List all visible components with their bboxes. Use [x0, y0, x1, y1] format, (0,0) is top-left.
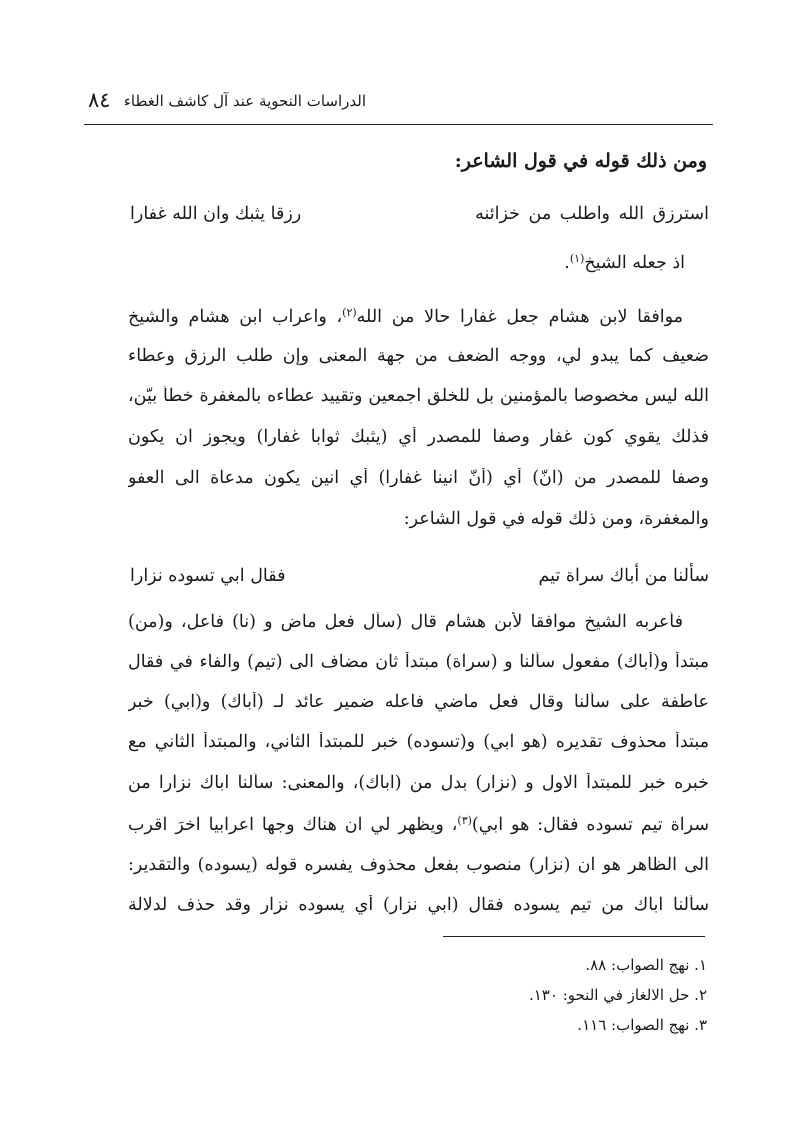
paragraph-2-line-1-a: موافقا لابن هشام جعل غفارا حالا من الله	[356, 307, 683, 327]
footnote-ref-3: (٣)	[457, 814, 472, 827]
paragraph-3-line-8: سألنا اباك من تيم يسوده فقال (ابي نزار) أي يسوده نزار وقد حذف لدلالة	[128, 895, 709, 915]
paragraph-3-line-4: مبتدأ محذوف تقديره (هو ابي) و(تسوده) خبر للمبتدأ الثاني، والمبتدأ الثاني مع	[128, 732, 709, 752]
paragraph-2-line-3: الله ليس مخصوصا بالمؤمنين بل للخلق اجمعين وتقييد عطاءه بالمغفرة خطأ بيّن،	[128, 386, 709, 406]
footnote-1: ١. نهج الصواب: ٨٨.	[585, 956, 707, 974]
paragraph-3-line-6-b: ، ويظهر لي ان هناك وجها اعرابيا اخرَ اقرب	[128, 815, 458, 835]
paragraph-2-line-1-b: ، واعراب ابن هشام والشيخ	[128, 307, 343, 327]
footnote-2: ٢. حل الالغاز في النحو: ١٣٠.	[528, 986, 707, 1004]
running-title: الدراسات النحوية عند آل كاشف الغطاء	[123, 92, 366, 110]
paragraph-3-line-3: عاطفة على سألنا وقال فعل ماضي فاعله ضمير عائد لـ (أباك) و(ابي) خبر	[128, 692, 709, 712]
verse-2-hemistich-1: سألنا من أباك سراة تيم	[538, 566, 709, 586]
paragraph-3-line-6	[128, 814, 709, 835]
paragraph-3-line-6-a: سراة تيم تسوده فقال: هو ابي)	[471, 815, 709, 835]
paragraph-1-text: اذ جعله الشيخ	[584, 253, 685, 273]
footnote-ref-1: (١)	[569, 252, 585, 265]
paragraph-3-line-1: فأعربه الشيخ موافقا لأبن هشام قال (سأل فعل ماض و (نا) فاعل، و(من)	[128, 612, 683, 632]
footnote-ref-2: (٢)	[342, 306, 357, 319]
footnote-3: ٣. نهج الصواب: ١١٦.	[577, 1016, 707, 1034]
paragraph-3-line-2: مبتدأ و(أباك) مفعول سألنا و (سراة) مبتدأ ثان مضاف الى (تيم) والفاء في فقال	[128, 652, 709, 672]
footnote-divider	[443, 936, 705, 937]
header-divider	[84, 124, 713, 125]
paragraph-2-line-2: ضعيف كما يبدو لي، ووجه الضعف من جهة المعنى وإن طلب الرزق وعطاء	[128, 346, 709, 366]
paragraph-2-line-5: وصفا للمصدر من (انّ) أي (أنّ انينا غفارا) أي انين يكون مدعاة الى العفو	[128, 468, 709, 488]
verse-2	[130, 566, 709, 594]
paragraph-2-line-6: والمغفرة، ومن ذلك قوله في قول الشاعر:	[403, 509, 709, 529]
page-number: ٨٤	[88, 88, 111, 112]
verse-2-hemistich-2: فقال ابي تسوده نزارا	[130, 566, 286, 586]
paragraph-2-line-4: فذلك يقوي كون غفار وصفا للمصدر أي (يثبك ثوابا غفارا) ويجوز ان يكون	[128, 427, 709, 447]
verse-1-hemistich-2: رزقا يثبك وان الله غفارا	[130, 204, 302, 224]
paragraph-1-end: .	[564, 253, 570, 273]
paragraph-3-line-7: الى الظاهر هو ان (نزار) منصوب بفعل محذوف يفسره قوله (يسوده) والتقدير:	[128, 855, 709, 875]
paragraph-3-line-5: خبره خبر للمبتدأ الاول و (نزار) بدل من (اباك)، والمعنى: سألنا اباك نزارا من	[128, 773, 709, 793]
verse-1-hemistich-1: استرزق الله واطلب من خزائنه	[475, 204, 709, 224]
paragraph-1-line	[128, 252, 685, 273]
paragraph-2-line-1	[128, 306, 709, 327]
section-heading: ومن ذلك قوله في قول الشاعر:	[454, 150, 707, 172]
verse-1	[130, 204, 709, 232]
